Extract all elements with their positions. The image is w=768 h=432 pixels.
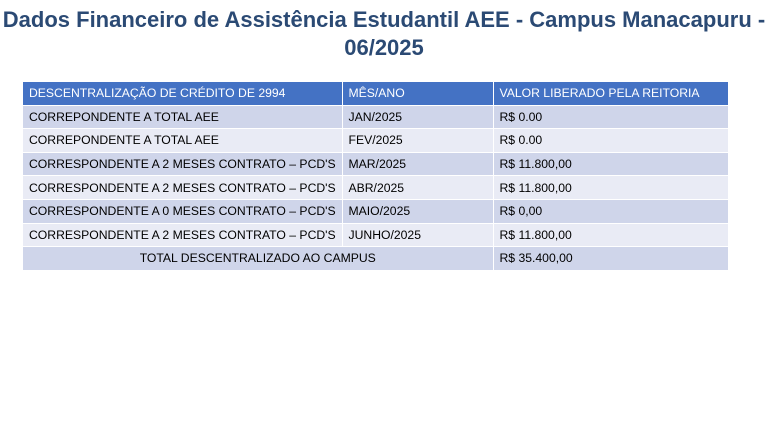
cell-value: R$ 0.00 (493, 105, 728, 129)
title-line-2: 06/2025 (344, 35, 424, 60)
table-row (23, 176, 728, 200)
total-label: TOTAL DESCENTRALIZADO AO CAMPUS (23, 247, 493, 271)
table-row (23, 129, 728, 153)
table-header-row (23, 82, 728, 105)
table-row (23, 152, 728, 176)
cell-value: R$ 11.800,00 (493, 223, 728, 247)
cell-description: CORREPONDENTE A TOTAL AEE (23, 129, 342, 153)
table-row (23, 199, 728, 223)
table-row (23, 105, 728, 129)
cell-description: CORRESPONDENTE A 2 MESES CONTRATO – PCD'S (23, 176, 342, 200)
cell-description: CORREPONDENTE A TOTAL AEE (23, 105, 342, 129)
header-descentralizacao: DESCENTRALIZAÇÃO DE CRÉDITO DE 2994 (23, 82, 342, 105)
header-valor-liberado: VALOR LIBERADO PELA REITORIA (493, 82, 728, 105)
cell-month: MAR/2025 (342, 152, 493, 176)
page-title (0, 6, 768, 62)
cell-value: R$ 0.00 (493, 129, 728, 153)
cell-month: JUNHO/2025 (342, 223, 493, 247)
cell-month: JAN/2025 (342, 105, 493, 129)
cell-description: CORRESPONDENTE A 2 MESES CONTRATO – PCD'S (23, 152, 342, 176)
cell-description: CORRESPONDENTE A 0 MESES CONTRATO – PCD'S (23, 199, 342, 223)
cell-month: ABR/2025 (342, 176, 493, 200)
header-mes-ano: MÊS/ANO (342, 82, 493, 105)
cell-month: MAIO/2025 (342, 199, 493, 223)
cell-value: R$ 11.800,00 (493, 152, 728, 176)
total-row (23, 247, 728, 271)
title-line-1: Dados Financeiro de Assistência Estudantil AEE - Campus Manacapuru - (2, 7, 766, 32)
total-value: R$ 35.400,00 (493, 247, 728, 271)
cell-month: FEV/2025 (342, 129, 493, 153)
table-row (23, 223, 728, 247)
cell-value: R$ 0,00 (493, 199, 728, 223)
cell-value: R$ 11.800,00 (493, 176, 728, 200)
financial-table (23, 82, 729, 271)
cell-description: CORRESPONDENTE A 2 MESES CONTRATO – PCD'S (23, 223, 342, 247)
